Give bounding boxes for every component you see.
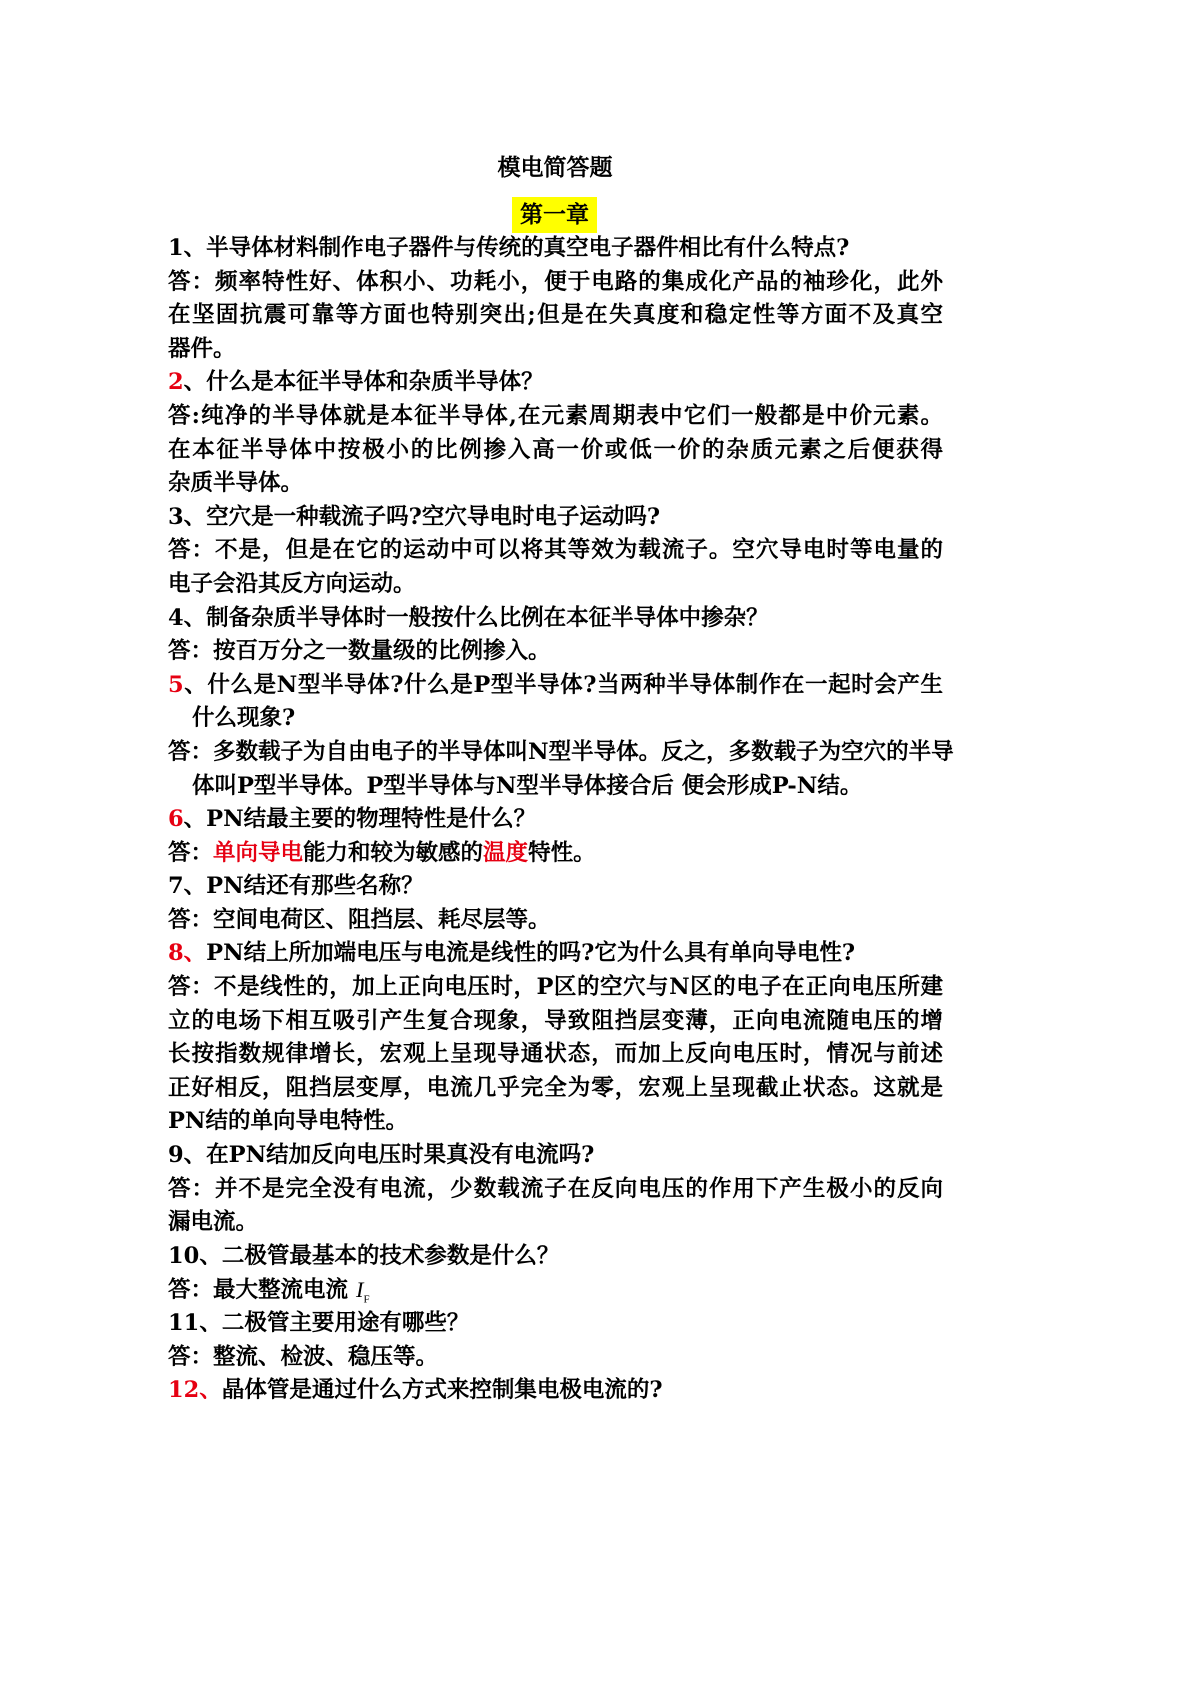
answer-3-line: 答：不是，但是在它的运动中可以将其等效为载流子。空穴导电时等电量的 [168, 537, 943, 564]
answer-10-line: 答：最大整流电流 $I_F$ [168, 1277, 370, 1306]
answer-5-line: 答：多数载子为自由电子的半导体叫N型半导体。反之，多数载子为空穴的半导 [168, 738, 954, 765]
question-text: 空穴是一种载流子吗?空穴导电时电子运动吗? [206, 503, 661, 530]
question-10: 10、二极管最基本的技术参数是什么？ [168, 1242, 560, 1269]
question-number: 8 [168, 940, 184, 967]
question-5-continued: 什么现象? [192, 705, 296, 732]
answer-1-line: 器件。 [168, 335, 236, 362]
question-number: 7 [168, 873, 184, 900]
question-11: 11、二极管主要用途有哪些？ [168, 1310, 470, 1336]
answer-4-line: 答：按百万分之一数量级的比例掺入。 [168, 638, 551, 665]
page-title: 模电简答题 [497, 154, 613, 181]
question-5: 5、什么是N型半导体?什么是P型半导体?当两种半导体制作在一起时会产生 [168, 671, 943, 698]
chapter-heading: 第一章 [512, 197, 597, 233]
answer-3-line: 电子会沿其反方向运动。 [168, 570, 416, 597]
qa-list [168, 232, 954, 1408]
question-text: 半导体材料制作电子器件与传统的真空电子器件相比有什么特点? [206, 235, 850, 261]
question-number: 1 [168, 235, 184, 261]
question-9: 9、在PN结加反向电压时果真没有电流吗? [168, 1142, 595, 1169]
question-number: 9 [168, 1142, 184, 1169]
answer-2-line: 杂质半导体。 [168, 470, 304, 497]
question-text: 晶体管是通过什么方式来控制集电极电流的? [221, 1377, 663, 1404]
question-4: 4、制备杂质半导体时一般按什么比例在本征半导体中掺杂？ [168, 604, 769, 631]
question-text: 什么是N型半导体?什么是P型半导体?当两种半导体制作在一起时会产生 [207, 671, 943, 698]
answer-8-line: 立的电场下相互吸引产生复合现象，导致阻挡层变薄，正向电流随电压的增 [168, 1007, 943, 1034]
question-number: 10 [168, 1242, 200, 1269]
emphasis-text: 温度 [483, 839, 529, 866]
question-number: 3 [168, 503, 184, 530]
answer-9-line: 漏电流。 [168, 1209, 259, 1236]
answer-7-line: 答：空间电荷区、阻挡层、耗尽层等。 [168, 906, 551, 933]
question-text: PN结上所加端电压与电流是线性的吗?它为什么具有单向导电性? [206, 940, 856, 967]
question-2: 2、什么是本征半导体和杂质半导体？ [168, 369, 544, 396]
question-1: 1、半导体材料制作电子器件与传统的真空电子器件相比有什么特点? [168, 235, 850, 261]
answer-11-line: 答：整流、检波、稳压等。 [168, 1343, 439, 1370]
answer-6-line: 答：单向导电能力和较为敏感的温度特性。 [168, 839, 596, 866]
question-7: 7、PN结还有那些名称？ [168, 873, 424, 900]
question-number: 6 [168, 806, 184, 833]
answer-8-line: PN结的单向导电特性。 [168, 1108, 408, 1135]
answer-8-line: 正好相反，阻挡层变厚，电流几乎完全为零，宏观上呈现截止状态。这就是 [168, 1074, 943, 1101]
question-text: PN结还有那些名称？ [206, 873, 424, 900]
question-number: 4 [168, 604, 184, 631]
question-12: 12、晶体管是通过什么方式来控制集电极电流的? [168, 1377, 663, 1404]
question-text: 什么是本征半导体和杂质半导体？ [206, 369, 544, 396]
answer-9-line: 答：并不是完全没有电流，少数载流子在反向电压的作用下产生极小的反向 [168, 1175, 943, 1202]
emphasis-text: 单向导电 [213, 839, 304, 866]
question-number: 2 [168, 369, 184, 396]
answer-1-line: 在坚固抗震可靠等方面也特别突出;但是在失真度和稳定性等方面不及真空 [168, 302, 943, 329]
answer-1-line: 答：频率特性好、体积小、功耗小，便于电路的集成化产品的袖珍化，此外 [168, 268, 943, 295]
answer-8-line: 答：不是线性的，加上正向电压时，P区的空穴与N区的电子在正向电压所建 [168, 974, 943, 1001]
current-symbol: $I_F$ [356, 1277, 370, 1306]
question-number: 11 [168, 1310, 200, 1336]
answer-2-line: 在本征半导体中按极小的比例掺入高一价或低一价的杂质元素之后便获得 [168, 436, 943, 463]
question-text: PN结最主要的物理特性是什么？ [206, 806, 537, 833]
answer-8-line: 长按指数规律增长，宏观上呈现导通状态，而加上反向电压时，情况与前述 [168, 1041, 943, 1068]
question-number: 12 [168, 1377, 200, 1404]
question-text: 制备杂质半导体时一般按什么比例在本征半导体中掺杂？ [206, 604, 769, 631]
question-6: 6、PN结最主要的物理特性是什么？ [168, 806, 537, 833]
question-text: 二极管最基本的技术参数是什么？ [221, 1242, 560, 1269]
answer-5-line: 体叫P型半导体。P型半导体与N型半导体接合后 便会形成P-N结。 [192, 772, 863, 799]
question-text: 二极管主要用途有哪些？ [221, 1310, 470, 1336]
question-text: 在PN结加反向电压时果真没有电流吗? [206, 1142, 595, 1169]
question-3: 3、空穴是一种载流子吗?空穴导电时电子运动吗? [168, 503, 661, 530]
question-number: 5 [168, 671, 184, 698]
answer-2-line: 答:纯净的半导体就是本征半导体,在元素周期表中它们一般都是中价元素。 [168, 402, 943, 429]
question-8: 8、PN结上所加端电压与电流是线性的吗?它为什么具有单向导电性? [168, 940, 856, 967]
